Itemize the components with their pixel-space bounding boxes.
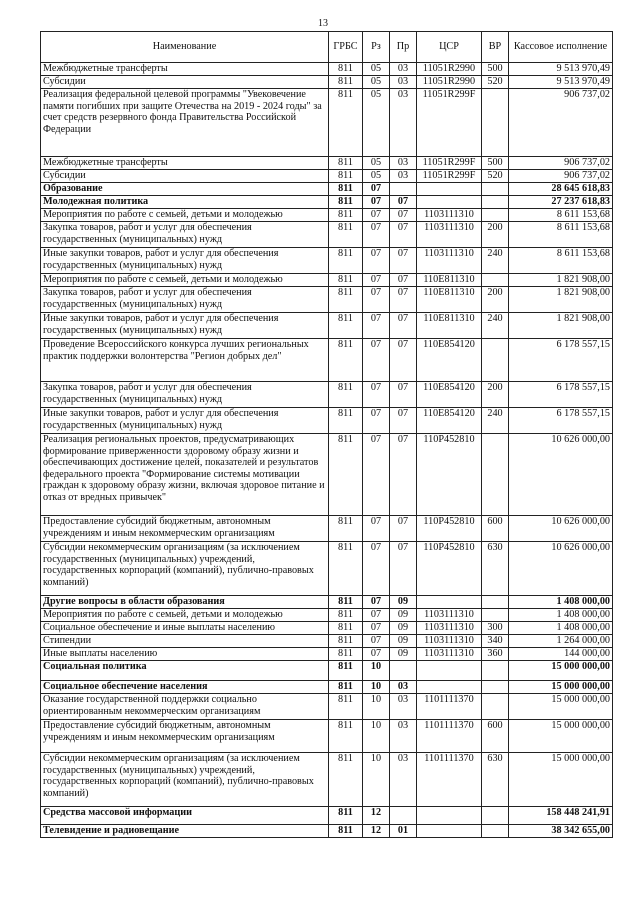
cell-pr: 07 <box>390 382 417 408</box>
table-row <box>41 183 613 196</box>
cell-csr: 110P452810 <box>417 434 482 516</box>
cell-rz: 07 <box>363 635 390 648</box>
cell-grbs: 811 <box>329 516 363 542</box>
cell-pr <box>390 183 417 196</box>
cell-rz: 07 <box>363 248 390 274</box>
cell-csr: 1101111370 <box>417 753 482 807</box>
cell-name: Другие вопросы в области образования <box>41 596 329 609</box>
cell-csr <box>417 807 482 825</box>
column-header-pr: Пр <box>390 32 417 63</box>
cell-name: Межбюджетные трансферты <box>41 63 329 76</box>
table-row <box>41 542 613 596</box>
cell-name: Социальная политика <box>41 661 329 681</box>
cell-rz: 07 <box>363 648 390 661</box>
cell-amount: 38 342 655,00 <box>509 825 613 838</box>
cell-amount: 144 000,00 <box>509 648 613 661</box>
cell-csr: 110E854120 <box>417 408 482 434</box>
cell-vr: 600 <box>482 720 509 753</box>
table-row <box>41 635 613 648</box>
cell-vr <box>482 807 509 825</box>
cell-grbs: 811 <box>329 622 363 635</box>
cell-vr <box>482 196 509 209</box>
cell-pr: 03 <box>390 89 417 157</box>
table-row <box>41 807 613 825</box>
cell-grbs: 811 <box>329 183 363 196</box>
cell-pr: 07 <box>390 339 417 382</box>
cell-amount: 15 000 000,00 <box>509 661 613 681</box>
cell-vr: 500 <box>482 157 509 170</box>
cell-name: Субсидии некоммерческим организациям (за исключением государственных (муниципальных) учреждений, государственных корпораций (компаний), публично-правовых компаний) <box>41 753 329 807</box>
table-row <box>41 648 613 661</box>
cell-grbs: 811 <box>329 661 363 681</box>
cell-amount: 906 737,02 <box>509 89 613 157</box>
cell-grbs: 811 <box>329 694 363 720</box>
cell-name: Иные закупки товаров, работ и услуг для обеспечения государственных (муниципальных) нужд <box>41 408 329 434</box>
table-row <box>41 63 613 76</box>
cell-pr: 03 <box>390 157 417 170</box>
cell-amount: 1 408 000,00 <box>509 609 613 622</box>
cell-amount: 15 000 000,00 <box>509 681 613 694</box>
cell-name: Предоставление субсидий бюджетным, автономным учреждениям и иным некоммерческим организациям <box>41 516 329 542</box>
cell-csr <box>417 596 482 609</box>
cell-rz: 07 <box>363 274 390 287</box>
table-row <box>41 825 613 838</box>
table-header-row <box>41 32 613 63</box>
cell-grbs: 811 <box>329 648 363 661</box>
cell-csr: 11051R299F <box>417 89 482 157</box>
table-row <box>41 596 613 609</box>
cell-vr: 340 <box>482 635 509 648</box>
cell-amount: 15 000 000,00 <box>509 694 613 720</box>
cell-name: Межбюджетные трансферты <box>41 157 329 170</box>
cell-name: Мероприятия по работе с семьей, детьми и молодежью <box>41 209 329 222</box>
cell-rz: 05 <box>363 76 390 89</box>
column-header-csr: ЦСР <box>417 32 482 63</box>
cell-name: Иные выплаты населению <box>41 648 329 661</box>
cell-name: Социальное обеспечение населения <box>41 681 329 694</box>
cell-vr: 630 <box>482 542 509 596</box>
cell-vr: 240 <box>482 408 509 434</box>
cell-rz: 07 <box>363 209 390 222</box>
cell-pr: 07 <box>390 222 417 248</box>
cell-name: Предоставление субсидий бюджетным, автономным учреждениям и иным некоммерческим организациям <box>41 720 329 753</box>
cell-amount: 1 821 908,00 <box>509 313 613 339</box>
cell-name: Стипендии <box>41 635 329 648</box>
cell-rz: 12 <box>363 825 390 838</box>
cell-csr: 1103111310 <box>417 635 482 648</box>
cell-pr: 09 <box>390 635 417 648</box>
cell-vr <box>482 434 509 516</box>
cell-name: Мероприятия по работе с семьей, детьми и молодежью <box>41 274 329 287</box>
cell-vr <box>482 274 509 287</box>
cell-pr: 03 <box>390 63 417 76</box>
cell-amount: 1 821 908,00 <box>509 287 613 313</box>
cell-name: Средства массовой информации <box>41 807 329 825</box>
cell-amount: 10 626 000,00 <box>509 542 613 596</box>
cell-rz: 07 <box>363 313 390 339</box>
cell-rz: 05 <box>363 157 390 170</box>
cell-vr <box>482 183 509 196</box>
cell-csr: 110E811310 <box>417 287 482 313</box>
cell-amount: 1 821 908,00 <box>509 274 613 287</box>
cell-csr: 1103111310 <box>417 622 482 635</box>
cell-rz: 05 <box>363 89 390 157</box>
cell-grbs: 811 <box>329 196 363 209</box>
cell-pr: 03 <box>390 720 417 753</box>
cell-grbs: 811 <box>329 170 363 183</box>
cell-grbs: 811 <box>329 157 363 170</box>
table-row <box>41 622 613 635</box>
cell-csr: 110E811310 <box>417 274 482 287</box>
budget-execution-table <box>40 31 613 838</box>
cell-vr: 520 <box>482 76 509 89</box>
cell-pr: 07 <box>390 248 417 274</box>
cell-grbs: 811 <box>329 339 363 382</box>
table-row <box>41 76 613 89</box>
table-row <box>41 694 613 720</box>
cell-vr: 240 <box>482 248 509 274</box>
cell-amount: 1 408 000,00 <box>509 596 613 609</box>
cell-grbs: 811 <box>329 609 363 622</box>
cell-grbs: 811 <box>329 635 363 648</box>
cell-grbs: 811 <box>329 596 363 609</box>
cell-vr: 600 <box>482 516 509 542</box>
table-row <box>41 89 613 157</box>
cell-csr: 110E854120 <box>417 382 482 408</box>
cell-name: Реализация региональных проектов, предусматривающих формирование приверженности здоровому образу жизни и обеспечивающих достижение целей, показателей и результатов федерального проекта "Формирование системы мотивации граждан к здоровому образу жизни, включая здоровое питание и отказ от вредных привычек" <box>41 434 329 516</box>
cell-vr: 500 <box>482 63 509 76</box>
table-row <box>41 753 613 807</box>
cell-pr: 03 <box>390 76 417 89</box>
cell-name: Иные закупки товаров, работ и услуг для обеспечения государственных (муниципальных) нужд <box>41 313 329 339</box>
cell-name: Закупка товаров, работ и услуг для обеспечения государственных (муниципальных) нужд <box>41 287 329 313</box>
cell-amount: 10 626 000,00 <box>509 516 613 542</box>
cell-csr <box>417 825 482 838</box>
table-row <box>41 313 613 339</box>
table-row <box>41 339 613 382</box>
cell-grbs: 811 <box>329 753 363 807</box>
cell-grbs: 811 <box>329 408 363 434</box>
cell-vr: 300 <box>482 622 509 635</box>
cell-name: Социальное обеспечение и иные выплаты населению <box>41 622 329 635</box>
cell-grbs: 811 <box>329 248 363 274</box>
cell-csr: 110P452810 <box>417 516 482 542</box>
cell-csr: 11051R2990 <box>417 63 482 76</box>
cell-rz: 10 <box>363 753 390 807</box>
cell-grbs: 811 <box>329 76 363 89</box>
cell-amount: 1 264 000,00 <box>509 635 613 648</box>
cell-vr <box>482 694 509 720</box>
cell-grbs: 811 <box>329 382 363 408</box>
cell-pr: 09 <box>390 609 417 622</box>
cell-rz: 07 <box>363 434 390 516</box>
cell-csr: 1103111310 <box>417 248 482 274</box>
column-header-amount: Кассовое исполнение <box>509 32 613 63</box>
cell-name: Проведение Всероссийского конкурса лучших региональных практик поддержки волонтерства "Регион добрых дел" <box>41 339 329 382</box>
cell-vr <box>482 209 509 222</box>
cell-pr: 07 <box>390 516 417 542</box>
cell-rz: 10 <box>363 681 390 694</box>
cell-rz: 07 <box>363 622 390 635</box>
cell-rz: 07 <box>363 196 390 209</box>
cell-csr: 1103111310 <box>417 609 482 622</box>
cell-csr: 110P452810 <box>417 542 482 596</box>
column-header-rz: Рз <box>363 32 390 63</box>
cell-pr <box>390 807 417 825</box>
cell-pr: 07 <box>390 542 417 596</box>
cell-pr: 09 <box>390 622 417 635</box>
table-row <box>41 661 613 681</box>
cell-amount: 15 000 000,00 <box>509 720 613 753</box>
table-row <box>41 434 613 516</box>
table-row <box>41 157 613 170</box>
table-row <box>41 287 613 313</box>
column-header-grbs: ГРБС <box>329 32 363 63</box>
cell-pr <box>390 661 417 681</box>
cell-amount: 8 611 153,68 <box>509 222 613 248</box>
cell-vr: 630 <box>482 753 509 807</box>
table-row <box>41 196 613 209</box>
cell-name: Закупка товаров, работ и услуг для обеспечения государственных (муниципальных) нужд <box>41 222 329 248</box>
cell-rz: 07 <box>363 609 390 622</box>
cell-vr: 200 <box>482 287 509 313</box>
cell-vr: 200 <box>482 222 509 248</box>
column-header-vr: ВР <box>482 32 509 63</box>
cell-vr <box>482 825 509 838</box>
cell-name: Реализация федеральной целевой программы "Увековечение памяти погибших при защите Отечества на 2019 - 2024 годы" за счет средств резервного фонда Правительства Российской Федерации <box>41 89 329 157</box>
cell-name: Закупка товаров, работ и услуг для обеспечения государственных (муниципальных) нужд <box>41 382 329 408</box>
cell-csr <box>417 196 482 209</box>
table-row <box>41 209 613 222</box>
cell-grbs: 811 <box>329 720 363 753</box>
cell-csr: 1103111310 <box>417 222 482 248</box>
cell-vr <box>482 661 509 681</box>
cell-csr: 110E811310 <box>417 313 482 339</box>
cell-vr <box>482 89 509 157</box>
cell-amount: 28 645 618,83 <box>509 183 613 196</box>
cell-grbs: 811 <box>329 63 363 76</box>
cell-rz: 10 <box>363 694 390 720</box>
cell-vr <box>482 681 509 694</box>
cell-csr <box>417 661 482 681</box>
page-number: 13 <box>318 18 328 29</box>
cell-amount: 8 611 153,68 <box>509 248 613 274</box>
table-row <box>41 274 613 287</box>
cell-rz: 07 <box>363 408 390 434</box>
cell-grbs: 811 <box>329 209 363 222</box>
cell-amount: 27 237 618,83 <box>509 196 613 209</box>
cell-name: Субсидии <box>41 76 329 89</box>
table-row <box>41 720 613 753</box>
cell-pr: 09 <box>390 596 417 609</box>
cell-name: Молодежная политика <box>41 196 329 209</box>
cell-amount: 10 626 000,00 <box>509 434 613 516</box>
cell-pr: 07 <box>390 209 417 222</box>
column-header-name: Наименование <box>41 32 329 63</box>
table-row <box>41 681 613 694</box>
cell-rz: 05 <box>363 170 390 183</box>
cell-pr: 07 <box>390 313 417 339</box>
cell-grbs: 811 <box>329 313 363 339</box>
cell-csr: 1103111310 <box>417 648 482 661</box>
cell-grbs: 811 <box>329 222 363 248</box>
cell-name: Телевидение и радиовещание <box>41 825 329 838</box>
cell-pr: 03 <box>390 170 417 183</box>
table-body <box>41 63 613 838</box>
cell-amount: 15 000 000,00 <box>509 753 613 807</box>
cell-rz: 07 <box>363 222 390 248</box>
cell-rz: 07 <box>363 516 390 542</box>
cell-grbs: 811 <box>329 825 363 838</box>
table-row <box>41 609 613 622</box>
cell-csr: 11051R299F <box>417 157 482 170</box>
cell-pr: 01 <box>390 825 417 838</box>
cell-rz: 07 <box>363 542 390 596</box>
cell-amount: 6 178 557,15 <box>509 339 613 382</box>
cell-name: Субсидии некоммерческим организациям (за исключением государственных (муниципальных) учреждений, государственных корпораций (компаний), публично-правовых компаний) <box>41 542 329 596</box>
table-row <box>41 382 613 408</box>
cell-grbs: 811 <box>329 89 363 157</box>
cell-amount: 1 408 000,00 <box>509 622 613 635</box>
cell-csr: 110E854120 <box>417 339 482 382</box>
table-row <box>41 170 613 183</box>
cell-amount: 906 737,02 <box>509 170 613 183</box>
cell-grbs: 811 <box>329 542 363 596</box>
cell-vr: 200 <box>482 382 509 408</box>
cell-rz: 10 <box>363 661 390 681</box>
cell-pr: 07 <box>390 196 417 209</box>
cell-amount: 9 513 970,49 <box>509 63 613 76</box>
cell-csr: 1101111370 <box>417 720 482 753</box>
cell-pr: 07 <box>390 287 417 313</box>
cell-pr: 09 <box>390 648 417 661</box>
cell-amount: 8 611 153,68 <box>509 209 613 222</box>
cell-grbs: 811 <box>329 807 363 825</box>
cell-pr: 03 <box>390 694 417 720</box>
cell-name: Субсидии <box>41 170 329 183</box>
cell-pr: 07 <box>390 434 417 516</box>
cell-grbs: 811 <box>329 274 363 287</box>
cell-amount: 158 448 241,91 <box>509 807 613 825</box>
cell-vr <box>482 339 509 382</box>
table-row <box>41 516 613 542</box>
cell-csr: 11051R299F <box>417 170 482 183</box>
table-row <box>41 248 613 274</box>
cell-vr: 240 <box>482 313 509 339</box>
cell-pr: 07 <box>390 408 417 434</box>
cell-name: Образование <box>41 183 329 196</box>
cell-pr: 07 <box>390 274 417 287</box>
cell-vr <box>482 596 509 609</box>
cell-rz: 07 <box>363 339 390 382</box>
cell-rz: 07 <box>363 382 390 408</box>
cell-rz: 07 <box>363 287 390 313</box>
table-row <box>41 222 613 248</box>
cell-amount: 9 513 970,49 <box>509 76 613 89</box>
cell-amount: 6 178 557,15 <box>509 408 613 434</box>
cell-csr: 11051R2990 <box>417 76 482 89</box>
cell-rz: 07 <box>363 183 390 196</box>
cell-name: Оказание государственной поддержки социально ориентированным некоммерческим организациям <box>41 694 329 720</box>
cell-vr <box>482 609 509 622</box>
table-row <box>41 408 613 434</box>
cell-csr <box>417 183 482 196</box>
cell-rz: 12 <box>363 807 390 825</box>
cell-grbs: 811 <box>329 681 363 694</box>
cell-name: Мероприятия по работе с семьей, детьми и молодежью <box>41 609 329 622</box>
cell-vr: 360 <box>482 648 509 661</box>
cell-csr: 1101111370 <box>417 694 482 720</box>
cell-vr: 520 <box>482 170 509 183</box>
cell-name: Иные закупки товаров, работ и услуг для обеспечения государственных (муниципальных) нужд <box>41 248 329 274</box>
cell-rz: 05 <box>363 63 390 76</box>
cell-rz: 10 <box>363 720 390 753</box>
cell-csr <box>417 681 482 694</box>
cell-csr: 1103111310 <box>417 209 482 222</box>
cell-amount: 906 737,02 <box>509 157 613 170</box>
cell-grbs: 811 <box>329 434 363 516</box>
cell-amount: 6 178 557,15 <box>509 382 613 408</box>
cell-rz: 07 <box>363 596 390 609</box>
cell-grbs: 811 <box>329 287 363 313</box>
cell-pr: 03 <box>390 753 417 807</box>
cell-pr: 03 <box>390 681 417 694</box>
